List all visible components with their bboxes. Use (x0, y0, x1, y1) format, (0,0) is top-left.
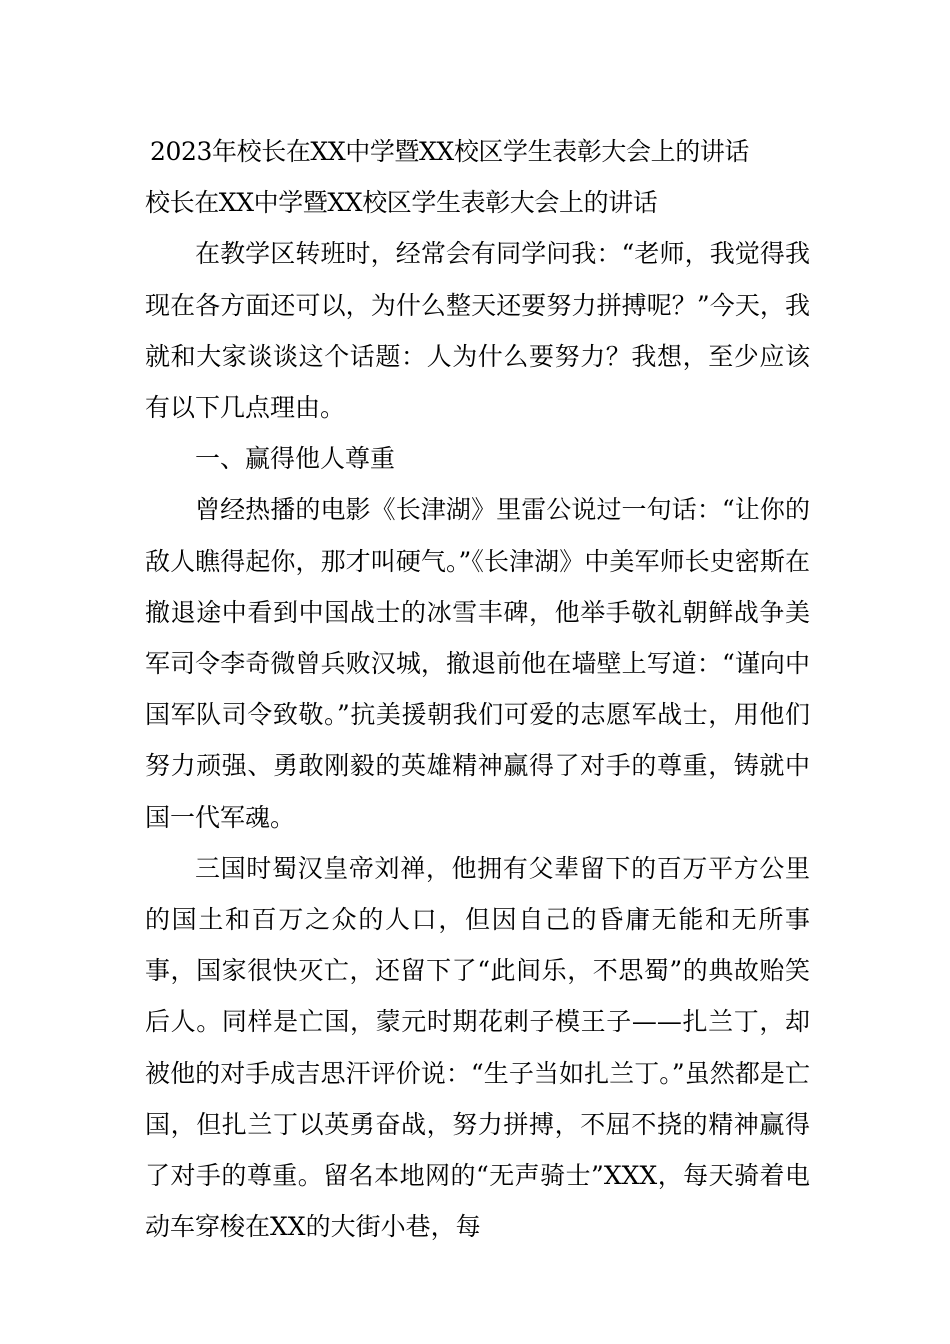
paragraph-three-kingdoms: 三国时蜀汉皇帝刘禅，他拥有父辈留下的百万平方公里的国土和百万之众的人口，但因自己的昏庸无能和无所事事，国家很快灭亡，还留下了“此间乐，不思蜀”的典故贻笑后人。同样是亡国，蒙元时期花剌子模王子——扎兰丁，却被他的对手成吉思汗评价说：“生子当如扎兰丁。”虽然都是亡国，但扎兰丁以英勇奋战，努力拼搏，不屈不挠的精神赢得了对手的尊重。留名本地网的“无声骑士”XXX，每天骑着电动车穿梭在XX的大街小巷，每 (145, 853, 810, 1242)
document-body (145, 126, 810, 1252)
paragraph-changjin-lake: 曾经热播的电影《长津湖》里雷公说过一句话：“让你的敌人瞧得起你，那才叫硬气。”《长津湖》中美军师长史密斯在撤退途中看到中国战士的冰雪丰碑，他举手敬礼朝鲜战争美军司令李奇微曾兵败汉城，撤退前他在墙壁上写道：“谨向中国军队司令致敬。”抗美援朝我们可爱的志愿军战士，用他们努力顽强、勇敢刚毅的英雄精神赢得了对手的尊重，铸就中国一代军魂。 (145, 495, 810, 832)
paragraph-intro: 在教学区转班时，经常会有同学问我：“老师，我觉得我现在各方面还可以，为什么整天还要努力拼搏呢？”今天，我就和大家谈谈这个话题：人为什么要努力？我想，至少应该有以下几点理由。 (145, 239, 810, 423)
document-subtitle: 校长在XX中学暨XX校区学生表彰大会上的讲话 (145, 188, 658, 218)
document-title: 2023年校长在XX中学暨XX校区学生表彰大会上的讲话 (150, 137, 750, 166)
section-heading-1: 一、赢得他人尊重 (195, 444, 396, 474)
